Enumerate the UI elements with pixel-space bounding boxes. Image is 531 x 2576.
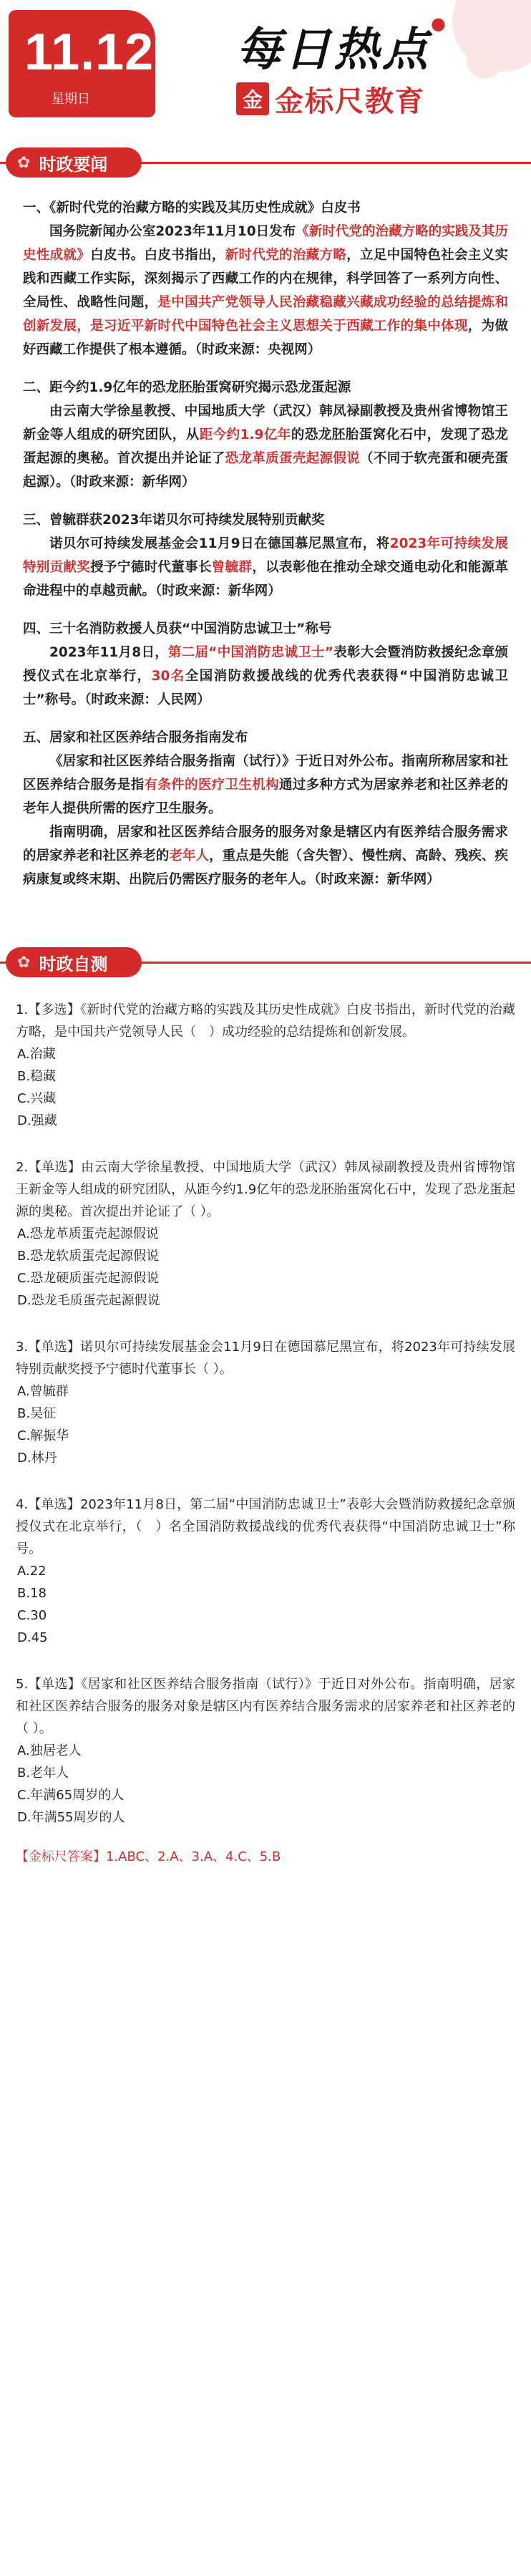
option-a: A.治藏 <box>17 1047 56 1062</box>
quiz-list <box>0 984 531 1868</box>
date-badge <box>9 10 155 117</box>
decor-circle-small <box>467 43 502 79</box>
flower-icon: ✿ <box>17 953 31 972</box>
option-b: B.老年人 <box>17 1766 69 1781</box>
brand-logo <box>236 80 425 117</box>
option-b: B.恐龙软质蛋壳起源假说 <box>17 1249 160 1264</box>
answer-label: 【金标尺答案】 <box>16 1849 106 1864</box>
news-body-5a: 《居家和社区医养结合服务指南（试行）》于近日对外公布。指南所称居家和社区医养结合服务是指有条件的医疗卫生机构通过多种方式为居家养老和社区养老的老年人提供所需的医疗卫生服务。 <box>23 754 508 816</box>
section-pill <box>6 147 142 178</box>
question-4 <box>16 1493 515 1649</box>
option-d: D.年满55周岁的人 <box>17 1810 125 1825</box>
question-stem: 3.【单选】诺贝尔可持续发展基金会11月9日在德国慕尼黑宣布，将2023年可持续发展特别贡献奖授予宁德时代董事长（ ）。 <box>16 1340 515 1377</box>
weekday-text: 星期日 <box>52 92 90 107</box>
news-title-5: 五、居家和社区医养结合服务指南发布 <box>23 730 248 745</box>
option-a: A.恐龙革质蛋壳起源假说 <box>17 1226 159 1241</box>
brand-dot-icon: ● <box>431 13 449 34</box>
question-stem: 1.【多选】《新时代党的治藏方略的实践及其历史性成就》白皮书指出，新时代党的治藏方略，是中国共产党领导人民（ ）成功经验的总结提炼和创新发展。 <box>16 1002 515 1040</box>
news-body-4: 2023年11月8日，第二届“中国消防忠诚卫士”表彰大会暨消防救援纪念章颁授仪式在北京举行，30名全国消防救援战线的优秀代表获得“中国消防忠诚卫士”称号。（时政来源：人民网） <box>23 645 508 707</box>
date-text: 11.12 <box>24 24 155 81</box>
brand-title <box>236 13 449 79</box>
option-b: B.18 <box>17 1586 47 1601</box>
news-body-1: 国务院新闻办公室2023年11月10日发布《新时代党的治藏方略的实践及其历史性成就》白皮书。白皮书指出，新时代党的治藏方略，立足中国特色社会主义实践和西藏工作实际，深刻揭示了西藏工作的内在规律，科学回答了一系列方向性、全局性、战略性问题，是中国共产党领导人民治藏稳藏兴藏成功经验的总结提炼和创新发展，是习近平新时代中国特色社会主义思想关于西藏工作的集中体现，为做好西藏工作提供了根本遵循。（时政来源：央视网） <box>23 224 508 357</box>
section-heading-quiz <box>0 941 531 984</box>
logo-icon: 金 <box>236 82 269 115</box>
news-title-3: 三、曾毓群获2023年诺贝尔可持续发展特别贡献奖 <box>23 513 325 528</box>
option-d: D.强藏 <box>17 1113 57 1128</box>
question-2 <box>16 1156 515 1312</box>
option-d: D.恐龙毛质蛋壳起源假说 <box>17 1293 160 1308</box>
option-c: C.兴藏 <box>17 1091 57 1106</box>
news-body-3: 诺贝尔可持续发展基金会11月9日在德国慕尼黑宣布，将2023年可持续发展特别贡献奖授予宁德时代董事长曾毓群，以表彰他在推动全球交通电动化和能源革命进程中的卓越贡献。（时政来源：新华网） <box>23 536 508 599</box>
option-d: D.林丹 <box>17 1451 57 1466</box>
question-1 <box>16 999 515 1132</box>
section-heading-news <box>0 142 531 185</box>
news-body-5b: 指南明确，居家和社区医养结合服务的服务对象是辖区内有医养结合服务需求的居家养老和社区养老的老年人，重点是失能（含失智）、慢性病、高龄、残疾、疾病康复或终末期、出院后仍需医疗服务的老年人。（时政来源：新华网） <box>23 825 508 887</box>
option-c: C.恐龙硬质蛋壳起源假说 <box>17 1271 160 1286</box>
answer-value: 1.ABC、2.A、3.A、4.C、5.B <box>106 1849 281 1864</box>
section-title: 时政要闻 <box>39 154 108 175</box>
question-stem: 5.【单选】《居家和社区医养结合服务指南（试行）》于近日对外公布。指南明确，居家和社区医养结合服务的服务对象是辖区内有医养结合服务需求的居家养老和社区养老的（ ）。 <box>16 1677 515 1736</box>
answer-key <box>16 1846 515 1868</box>
news-list <box>0 185 531 891</box>
section-pill <box>6 947 142 977</box>
header-banner <box>0 0 531 135</box>
option-b: B.稳藏 <box>17 1069 57 1084</box>
section-title: 时政自测 <box>39 954 108 974</box>
option-a: A.曾毓群 <box>17 1384 69 1399</box>
news-title-1: 一、《新时代党的治藏方略的实践及其历史性成就》白皮书 <box>23 200 361 216</box>
brand-title-text: 每日热点 <box>236 23 431 77</box>
option-b: B.吴征 <box>17 1406 57 1421</box>
news-title-4: 四、三十名消防救援人员获“中国消防忠诚卫士”称号 <box>23 621 332 636</box>
question-stem: 2.【单选】由云南大学徐星教授、中国地质大学（武汉）韩凤禄副教授及贵州省博物馆王新金等人组成的研究团队，从距今约1.9亿年的恐龙胚胎蛋窝化石中，发现了恐龙蛋起源的奥秘。首次提出并论证了（ ）。 <box>16 1160 515 1219</box>
logo-text: 金标尺教育 <box>275 84 425 118</box>
news-title-2: 二、距今约1.9亿年的恐龙胚胎蛋窝研究揭示恐龙蛋起源 <box>23 380 351 395</box>
option-a: A.22 <box>17 1564 47 1579</box>
flower-icon: ✿ <box>17 153 31 172</box>
question-3 <box>16 1336 515 1469</box>
question-stem: 4.【单选】2023年11月8日，第二届“中国消防忠诚卫士”表彰大会暨消防救援纪念章颁授仪式在北京举行，（ ）名全国消防救援战线的优秀代表获得“中国消防忠诚卫士”称号。 <box>16 1497 515 1556</box>
news-body-2: 由云南大学徐星教授、中国地质大学（武汉）韩凤禄副教授及贵州省博物馆王新金等人组成的研究团队，从距今约1.9亿年的恐龙胚胎蛋窝化石中，发现了恐龙蛋起源的奥秘。首次提出并论证了恐龙革质蛋壳起源假说（不同于软壳蛋和硬壳蛋起源）。（时政来源：新华网） <box>23 404 508 490</box>
question-5 <box>16 1673 515 1829</box>
option-a: A.独居老人 <box>17 1743 82 1758</box>
option-c: C.解振华 <box>17 1428 69 1443</box>
option-c: C.年满65周岁的人 <box>17 1788 125 1803</box>
option-c: C.30 <box>17 1608 47 1623</box>
option-d: D.45 <box>17 1630 48 1645</box>
